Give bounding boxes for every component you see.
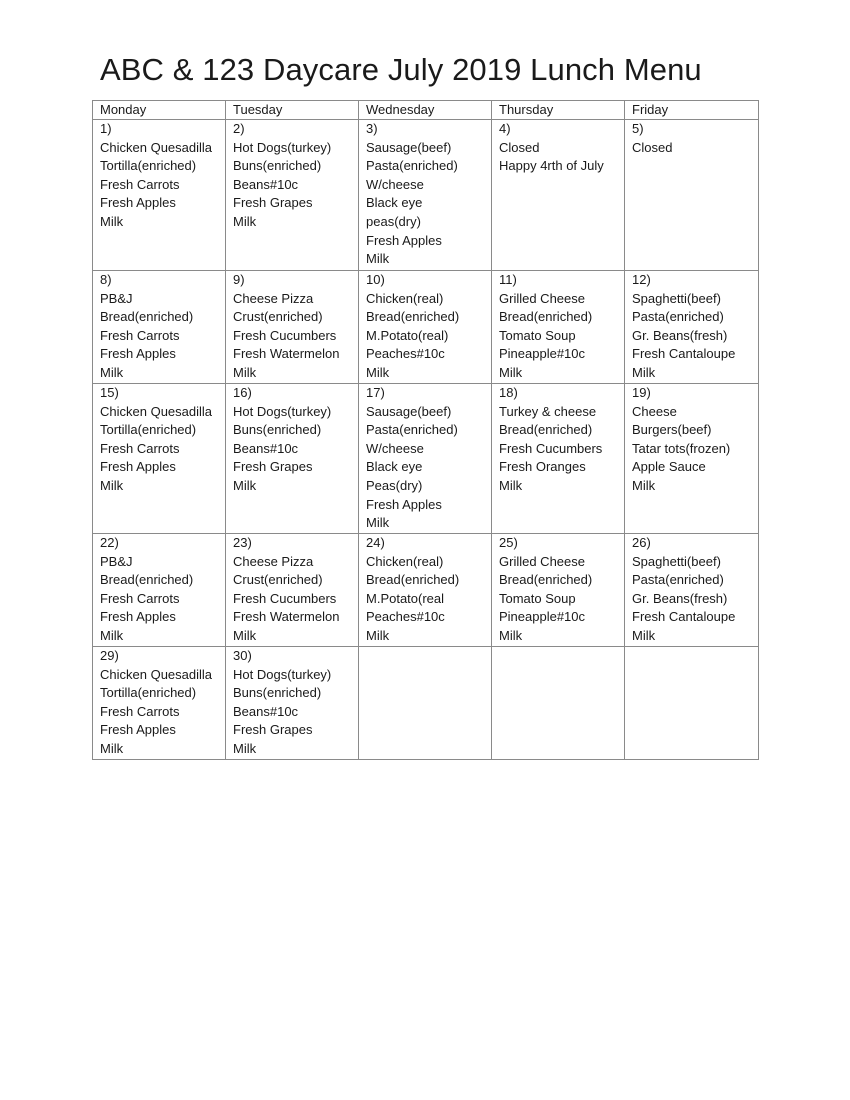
week-row [93,120,759,271]
menu-item: Milk [100,477,124,493]
menu-item: Black eye [366,195,423,211]
menu-item: Crust(enriched) [233,309,323,325]
menu-item: Fresh Carrots [100,327,180,343]
empty-day-cell [625,647,759,760]
menu-body [93,120,759,760]
menu-item: M.Potato(real [366,590,445,606]
date-number: 12) [632,272,651,287]
menu-item: Tomato Soup [499,327,576,343]
day-menu-cell [359,271,492,384]
menu-item: Fresh Apples [100,195,176,211]
date-number: 9) [233,272,245,287]
day-menu-cell [359,534,492,647]
day-header-row [93,101,759,120]
menu-item: Beans#10c [233,703,299,719]
menu-item: Bread(enriched) [366,572,460,588]
menu-item: Crust(enriched) [233,572,323,588]
menu-item: Fresh Grapes [233,195,313,211]
date-number: 5) [632,121,644,136]
menu-item: Milk [233,627,257,643]
menu-item: Milk [100,627,124,643]
page-title: ABC & 123 Daycare July 2019 Lunch Menu [100,52,702,87]
day-menu-cell [625,384,759,534]
menu-item: Tortilla(enriched) [100,685,197,701]
menu-item: Apple Sauce [632,459,706,475]
menu-item: Fresh Cucumbers [233,590,337,606]
menu-item: Fresh Grapes [233,459,313,475]
date-number: 16) [233,385,252,400]
day-menu-cell [625,534,759,647]
day-menu-cell [492,384,625,534]
menu-item: Chicken(real) [366,290,444,306]
day-menu-cell [492,271,625,384]
day-menu-cell [226,647,359,760]
menu-item: Peas(dry) [366,477,423,493]
menu-item: Milk [100,213,124,229]
menu-item: Fresh Carrots [100,590,180,606]
menu-item: Fresh Carrots [100,440,180,456]
day-menu-cell [359,120,492,271]
menu-item: Fresh Apples [100,459,176,475]
lunch-menu-table [92,100,759,760]
day-header: Monday [93,101,226,120]
day-menu-cell [625,120,759,271]
menu-item: Tortilla(enriched) [100,158,197,174]
menu-item: Bread(enriched) [100,572,194,588]
menu-item: Chicken Quesadilla [100,666,213,682]
date-number: 17) [366,385,385,400]
day-menu-cell [226,534,359,647]
day-menu-cell [359,384,492,534]
date-number: 22) [100,535,119,550]
date-number: 2) [233,121,245,136]
menu-item: Pineapple#10c [499,609,586,625]
date-number: 8) [100,272,112,287]
date-number: 15) [100,385,119,400]
day-header: Thursday [492,101,625,120]
menu-item: Milk [233,213,257,229]
menu-item: Burgers(beef) [632,422,712,438]
menu-item: Tatar tots(frozen) [632,440,731,456]
day-menu-cell [226,271,359,384]
menu-item: Buns(enriched) [233,158,322,174]
menu-item: Beans#10c [233,176,299,192]
menu-item: Bread(enriched) [366,309,460,325]
day-header: Tuesday [226,101,359,120]
menu-item: Milk [233,364,257,380]
menu-item: Cheese [632,403,677,419]
date-number: 1) [100,121,112,136]
day-menu-cell [93,120,226,271]
menu-item: Tortilla(enriched) [100,422,197,438]
menu-item: Milk [233,477,257,493]
menu-item: W/cheese [366,176,424,192]
menu-item: Beans#10c [233,440,299,456]
week-row [93,271,759,384]
menu-item: Fresh Apples [366,496,442,512]
date-number: 4) [499,121,511,136]
menu-item: Grilled Cheese [499,290,585,306]
menu-item: Fresh Carrots [100,176,180,192]
menu-item: Milk [499,364,523,380]
menu-item: Fresh Watermelon [233,609,340,625]
menu-item: Fresh Apples [366,232,442,248]
empty-day-cell [492,647,625,760]
menu-item: Bread(enriched) [100,309,194,325]
menu-item: Fresh Cucumbers [233,327,337,343]
menu-item: Chicken(real) [366,553,444,569]
menu-item: Milk [499,627,523,643]
date-number: 29) [100,648,119,663]
menu-item: Spaghetti(beef) [632,553,721,569]
date-number: 30) [233,648,252,663]
menu-item: Milk [632,364,656,380]
menu-item: Bread(enriched) [499,422,593,438]
day-menu-cell [625,271,759,384]
day-menu-cell [93,384,226,534]
menu-item: Milk [100,740,124,756]
menu-item: Pasta(enriched) [632,572,724,588]
menu-item: PB&J [100,290,133,306]
menu-item: Milk [100,364,124,380]
menu-item: Milk [366,251,390,267]
menu-item: Pasta(enriched) [632,309,724,325]
menu-item: Peaches#10c [366,346,445,362]
menu-item: Fresh Cantaloupe [632,609,736,625]
date-number: 26) [632,535,651,550]
day-header: Wednesday [359,101,492,120]
menu-item: Pineapple#10c [499,346,586,362]
menu-item: Milk [632,477,656,493]
menu-item: Fresh Oranges [499,459,586,475]
week-row [93,534,759,647]
menu-item: Sausage(beef) [366,139,452,155]
menu-item: Buns(enriched) [233,685,322,701]
menu-item: W/cheese [366,440,424,456]
menu-item: Fresh Grapes [233,722,313,738]
date-number: 11) [499,272,517,287]
menu-item: Milk [233,740,257,756]
menu-item: Closed [632,139,673,155]
menu-item: Chicken Quesadilla [100,139,213,155]
date-number: 10) [366,272,385,287]
menu-item: Fresh Apples [100,609,176,625]
day-menu-cell [492,534,625,647]
menu-item: Grilled Cheese [499,553,585,569]
date-number: 24) [366,535,385,550]
date-number: 23) [233,535,252,550]
menu-item: Hot Dogs(turkey) [233,139,332,155]
menu-item: Milk [366,364,390,380]
menu-item: Gr. Beans(fresh) [632,590,728,606]
menu-item: Fresh Carrots [100,703,180,719]
day-menu-cell [226,384,359,534]
menu-item: Black eye [366,459,423,475]
menu-item: Tomato Soup [499,590,576,606]
menu-item: Fresh Cantaloupe [632,346,736,362]
date-number: 3) [366,121,378,136]
menu-item: Hot Dogs(turkey) [233,666,332,682]
menu-item: Chicken Quesadilla [100,403,213,419]
menu-item: Fresh Apples [100,722,176,738]
date-number: 18) [499,385,518,400]
day-menu-cell [93,647,226,760]
menu-item: Hot Dogs(turkey) [233,403,332,419]
menu-item: Fresh Apples [100,346,176,362]
menu-item: Fresh Watermelon [233,346,340,362]
menu-item: Bread(enriched) [499,309,593,325]
menu-item: Milk [499,477,523,493]
menu-item: Fresh Cucumbers [499,440,603,456]
menu-item: Happy 4rth of July [499,158,604,174]
menu-item: Bread(enriched) [499,572,593,588]
menu-item: Pasta(enriched) [366,422,458,438]
day-menu-cell [492,120,625,271]
menu-item: Pasta(enriched) [366,158,458,174]
menu-item: Milk [366,515,390,531]
empty-day-cell [359,647,492,760]
menu-item: Buns(enriched) [233,422,322,438]
day-menu-cell [93,534,226,647]
menu-item: Milk [366,627,390,643]
menu-item: Turkey & cheese [499,403,597,419]
menu-item: Spaghetti(beef) [632,290,721,306]
day-menu-cell [226,120,359,271]
menu-item: M.Potato(real) [366,327,449,343]
menu-item: Sausage(beef) [366,403,452,419]
menu-item: Gr. Beans(fresh) [632,327,728,343]
menu-item: Closed [499,139,540,155]
date-number: 25) [499,535,518,550]
menu-item: Cheese Pizza [233,553,314,569]
day-header: Friday [625,101,759,120]
date-number: 19) [632,385,651,400]
day-menu-cell [93,271,226,384]
week-row [93,647,759,760]
week-row [93,384,759,534]
menu-item: Peaches#10c [366,609,445,625]
menu-item: Milk [632,627,656,643]
menu-item: Cheese Pizza [233,290,314,306]
menu-item: PB&J [100,553,133,569]
menu-item: peas(dry) [366,213,421,229]
